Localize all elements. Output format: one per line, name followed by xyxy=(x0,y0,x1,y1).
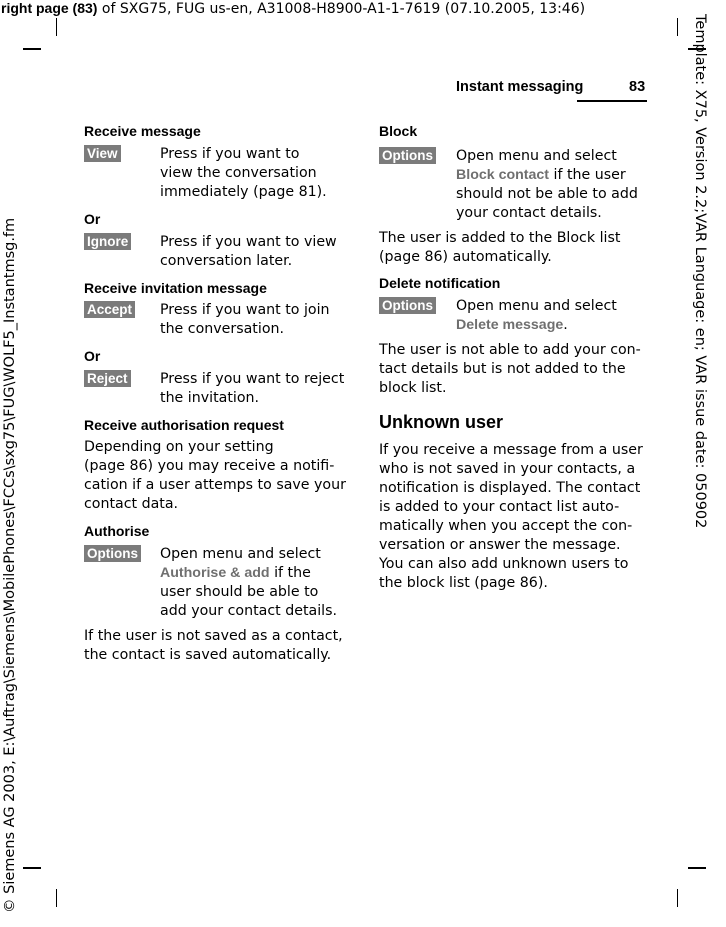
page-number: 83 xyxy=(629,79,646,95)
header-prefix: right page (83) xyxy=(1,0,98,16)
reject-description xyxy=(160,370,344,408)
text-line xyxy=(160,564,337,583)
block-paragraph xyxy=(379,229,620,267)
text-line: Press if you want to reject xyxy=(160,371,345,387)
text-line: user should be able to xyxy=(160,584,319,600)
text-fragment: if the xyxy=(269,565,311,581)
view-softkey[interactable]: View xyxy=(84,145,121,162)
crop-mark xyxy=(677,889,678,907)
header-rest: of SXG75, FUG us-en, A31008-H8900-A1-1-7619 (07.10.2005, 13:46) xyxy=(97,1,586,17)
accept-softkey[interactable]: Accept xyxy=(84,301,135,318)
crop-mark xyxy=(23,48,41,50)
text-line: block list. xyxy=(379,380,447,396)
ignore-softkey[interactable]: Ignore xyxy=(84,233,131,250)
document-header xyxy=(1,0,585,17)
text-line: add your contact details. xyxy=(160,603,338,619)
text-line: If you receive a message from a user xyxy=(379,442,643,458)
text-line: (page 86) automatically. xyxy=(379,249,552,265)
text-line: Press if you want to xyxy=(160,146,300,162)
text-line: tact details but is not added to the xyxy=(379,361,626,377)
text-line: The user is added to the Block list xyxy=(379,230,621,246)
authorisation-paragraph xyxy=(84,438,346,514)
invitation-heading: Receive invitation message xyxy=(84,280,267,296)
unknown-user-heading: Unknown user xyxy=(379,412,504,432)
text-line: If the user is not saved as a contact, xyxy=(84,628,343,644)
text-line: Press if you want to join xyxy=(160,302,330,318)
or-label: Or xyxy=(84,211,101,227)
accept-description xyxy=(160,301,330,339)
block-heading: Block xyxy=(379,123,418,139)
options-softkey[interactable]: Options xyxy=(379,147,436,164)
text-line: the invitation. xyxy=(160,390,260,406)
text-line: The user is not able to add your con- xyxy=(379,342,641,358)
text-line: matically when you accept the con- xyxy=(379,518,633,534)
menu-item-delete-message: Delete message xyxy=(456,317,564,333)
or-label: Or xyxy=(84,348,101,364)
options-softkey[interactable]: Options xyxy=(84,545,141,562)
receive-message-heading: Receive message xyxy=(84,123,201,139)
text-line: the contact is saved automatically. xyxy=(84,647,332,663)
view-description xyxy=(160,145,327,202)
text-line: Open menu and select xyxy=(456,298,617,314)
options-softkey[interactable]: Options xyxy=(379,297,436,314)
running-head-title: Instant messaging xyxy=(456,79,584,95)
menu-item-block-contact: Block contact xyxy=(456,167,550,183)
saved-contact-paragraph xyxy=(84,627,343,665)
block-description xyxy=(456,147,638,223)
running-head-rule xyxy=(577,100,647,102)
delete-paragraph xyxy=(379,341,641,398)
menu-item-authorise-add: Authorise & add xyxy=(160,565,270,581)
text-line: your contact details. xyxy=(456,205,602,221)
crop-mark xyxy=(688,867,706,869)
crop-mark xyxy=(23,867,41,869)
text-line xyxy=(456,316,617,335)
authorise-heading: Authorise xyxy=(84,523,150,539)
crop-mark xyxy=(677,18,678,36)
delete-description xyxy=(456,297,617,335)
text-line: immediately (page 81). xyxy=(160,184,327,200)
text-line: Press if you want to view xyxy=(160,234,337,250)
authorise-description xyxy=(160,545,337,621)
crop-mark xyxy=(56,18,57,36)
text-line: conversation later. xyxy=(160,253,293,269)
text-fragment: . xyxy=(563,317,568,333)
text-fragment: if the user xyxy=(549,167,626,183)
crop-mark xyxy=(56,889,57,907)
ignore-description xyxy=(160,233,337,271)
text-line: the block list (page 86). xyxy=(379,575,548,591)
text-line: is added to your contact list auto- xyxy=(379,499,620,515)
text-line: Open menu and select xyxy=(160,546,321,562)
text-line: You can also add unknown users to xyxy=(379,556,629,572)
template-info: Template: X75, Version 2.2;VAR Language: en; VAR issue date: 050902 xyxy=(692,14,708,529)
delete-notification-heading: Delete notification xyxy=(379,275,501,291)
reject-softkey[interactable]: Reject xyxy=(84,370,131,387)
authorisation-heading: Receive authorisation request xyxy=(84,417,284,433)
text-line: the conversation. xyxy=(160,321,284,337)
text-line: versation or answer the message. xyxy=(379,537,621,553)
text-line: notification is displayed. The contact xyxy=(379,480,641,496)
text-line xyxy=(456,166,638,185)
text-line: cation if a user attemps to save your xyxy=(84,477,346,493)
text-line: Open menu and select xyxy=(456,148,617,164)
text-line: should not be able to add xyxy=(456,186,638,202)
text-line: contact data. xyxy=(84,496,179,512)
text-line: view the conversation xyxy=(160,165,317,181)
unknown-user-paragraph xyxy=(379,441,643,593)
file-path-info: © Siemens AG 2003, E:\Auftrag\Siemens\MobilePhones\FCCs\sxg75\FUG\WOLF5_Instantmsg.fm xyxy=(2,217,18,913)
text-line: who is not saved in your contacts, a xyxy=(379,461,636,477)
text-line: Depending on your setting xyxy=(84,439,274,455)
text-line: (page 86) you may receive a notifi- xyxy=(84,458,335,474)
